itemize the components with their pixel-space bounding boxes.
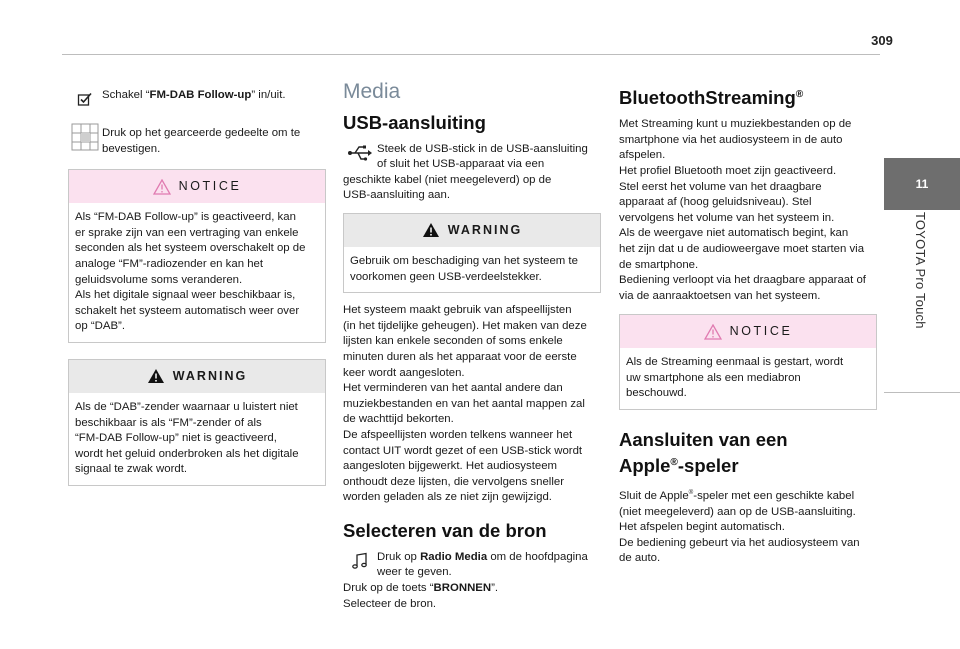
chapter-title: TOYOTA Pro Touch <box>913 212 928 329</box>
column-1 <box>68 86 326 486</box>
text-line: apparaat af (hoog geluidsniveau). Stel <box>619 196 812 209</box>
notice-header <box>620 315 876 348</box>
text-line: USB-aansluiting aan. <box>343 189 451 202</box>
text-line: Als het digitale signaal weer beschikbaar is, <box>75 289 296 302</box>
text-line: (in het tijdelijke geheugen). Het maken van deze <box>343 319 587 332</box>
text-line: uw smartphone als een mediabron <box>626 371 801 384</box>
text-line: Het systeem maakt gebruik van afspeellijsten <box>343 304 572 317</box>
warning-label: WARNING <box>172 368 248 383</box>
warning-box-usb <box>343 213 601 293</box>
text-line: Bediening verloopt via het draagbare apparaat of <box>619 274 866 287</box>
text-line: Het profiel Bluetooth moet zijn geactiveerd. <box>619 164 837 177</box>
text-line: de wachttijd bekorten. <box>343 413 454 426</box>
text-line: Als de “DAB”-zender waarnaar u luistert niet <box>75 400 298 413</box>
source-select: Selecteer de bron. <box>343 597 437 610</box>
header-rule <box>62 54 880 55</box>
text-line: minuten duren als het apparaat voor de eerste <box>343 350 577 363</box>
text-line: via de aanraaktoetsen van het systeem. <box>619 289 821 302</box>
text-line: worden geladen als ze niet zijn gewijzigd. <box>343 491 552 504</box>
notice-header <box>69 170 325 203</box>
text-line: muziekbestanden en van het aantal mappen zal <box>343 397 585 410</box>
text-line: beschikbaar is als “FM”-zender of als <box>75 416 262 429</box>
playlist-paragraph <box>343 303 601 506</box>
text-line: er sprake zijn van een vertraging van enkele <box>75 226 299 239</box>
text-line: Het verminderen van het aantal andere dan <box>343 382 563 395</box>
notice-box-fm-dab <box>68 169 326 343</box>
text-line: of sluit het USB-apparaat via een <box>377 158 545 171</box>
text-line: onthoudt deze lijsten, die vervolgens sneller <box>343 475 564 488</box>
text-line: keer wordt aangesloten. <box>343 366 465 379</box>
column-2 <box>343 80 601 612</box>
text-line: voorkomen geen USB-verdeelstekker. <box>350 270 542 283</box>
apple-paragraph: Sluit de Apple®-speler met een geschikte kabel (niet meegeleverd) aan op de USB-aansluiting. Het afspelen begint automatisch. De bediening gebeurt via het audiosysteem van de auto. <box>619 485 877 567</box>
chapter-tab[interactable] <box>884 158 960 210</box>
text-line: afspelen. <box>619 149 666 162</box>
warning-header <box>344 214 600 247</box>
text-line: signaal te zwak wordt. <box>75 463 188 476</box>
step-text: Schakel “FM-DAB Follow-up” in/uit. <box>102 89 286 101</box>
warning-triangle-icon <box>153 179 171 195</box>
source-instruction-text: Druk op Radio Media om de hoofdpagina weer te geven. <box>377 550 588 579</box>
text-line: lijsten kan enkele seconden of soms enkele <box>343 335 563 348</box>
chapter-number: 11 <box>915 177 929 191</box>
text-line: de smartphone. <box>619 258 699 271</box>
step-fm-dab-toggle <box>68 86 326 112</box>
text-line: vervolgens het volume van het systeem in. <box>619 211 835 224</box>
text-line: schakelt het systeem automatisch weer over <box>75 304 300 317</box>
page-number: 309 <box>871 33 893 48</box>
usb-instruction-text <box>377 140 601 173</box>
text-line: contact UIT wordt gezet of een USB-stick wordt <box>343 444 583 457</box>
text-line: Gebruik om beschadiging van het systeem te <box>350 254 578 267</box>
column-3 <box>619 84 877 567</box>
text-line: De bediening gebeurt via het audiosysteem van <box>619 536 860 549</box>
side-rule <box>884 392 960 393</box>
step-text: Druk op het gearceerde gedeelte om te bevestigen. <box>102 127 301 155</box>
notice-label: NOTICE <box>729 323 793 338</box>
warning-triangle-icon <box>704 324 722 340</box>
usb-icon <box>343 140 377 166</box>
text-line: aangesloten bijgewerkt. Het audiosysteem <box>343 460 558 473</box>
usb-instruction-cont <box>343 173 601 204</box>
warning-triangle-icon <box>422 222 440 238</box>
text-line: beschouwd. <box>626 387 687 400</box>
text-line: De afspeellijsten worden telkens wanneer het <box>343 428 573 441</box>
text-line: Als de Streaming eenmaal is gestart, wordt <box>626 356 844 369</box>
notice-box-streaming <box>619 314 877 410</box>
text-line: Steek de USB-stick in de USB-aansluiting <box>377 142 588 155</box>
text-line: smartphone via het audiosysteem in de auto <box>619 133 843 146</box>
source-instruction <box>343 548 601 581</box>
warning-triangle-icon <box>147 368 165 384</box>
warning-label: WARNING <box>447 222 523 237</box>
warning-header <box>69 360 325 393</box>
text-line: Als “FM-DAB Follow-up” is geactiveerd, kan <box>75 211 296 224</box>
source-press-button: Druk op de toets “BRONNEN”. <box>343 582 499 595</box>
text-line: de auto. <box>619 552 661 565</box>
warning-body <box>69 393 325 485</box>
text-line: wordt het geluid onderbroken als het digitale <box>75 447 299 460</box>
bluetooth-paragraph <box>619 117 877 304</box>
notice-body <box>69 203 325 342</box>
check-box-icon <box>68 86 102 112</box>
text-line: Het afspelen begint automatisch. <box>619 521 785 534</box>
notice-body <box>620 348 876 409</box>
section-heading-media: Media <box>343 80 401 103</box>
text-line: analoge “FM”-radiozender en kan het <box>75 257 264 270</box>
text-line: (niet meegeleverd) aan op de USB-aansluiting. <box>619 505 856 518</box>
keypad-icon <box>68 124 102 150</box>
heading-bluetooth-streaming: BluetoothStreaming® <box>619 87 804 109</box>
text-line: op “DAB”. <box>75 320 126 333</box>
notice-label: NOTICE <box>178 178 242 193</box>
text-line: Stel eerst het volume van het draagbare <box>619 180 822 193</box>
text-line: Met Streaming kunt u muziekbestanden op de <box>619 118 852 131</box>
text-line: het zijn dat u de audioweergave moet starten via <box>619 242 865 255</box>
text-line: Als de weergave niet automatisch begint, kan <box>619 227 849 240</box>
usb-instruction <box>343 140 601 173</box>
text-line: seconden als het systeem overschakelt op de <box>75 242 306 255</box>
text-line: geschikte kabel (niet meegeleverd) op de <box>343 173 552 186</box>
heading-apple-player: Aansluiten van een Apple®-speler <box>619 429 788 477</box>
text-line: geluidsvolume soms veranderen. <box>75 273 243 286</box>
heading-usb: USB-aansluiting <box>343 111 486 133</box>
warning-body <box>344 247 600 292</box>
step-confirm <box>68 124 326 157</box>
heading-source: Selecteren van de bron <box>343 519 547 541</box>
music-note-icon <box>343 548 377 574</box>
text-line: “FM-DAB Follow-up” niet is geactiveerd, <box>75 432 277 445</box>
warning-box-dab <box>68 359 326 486</box>
